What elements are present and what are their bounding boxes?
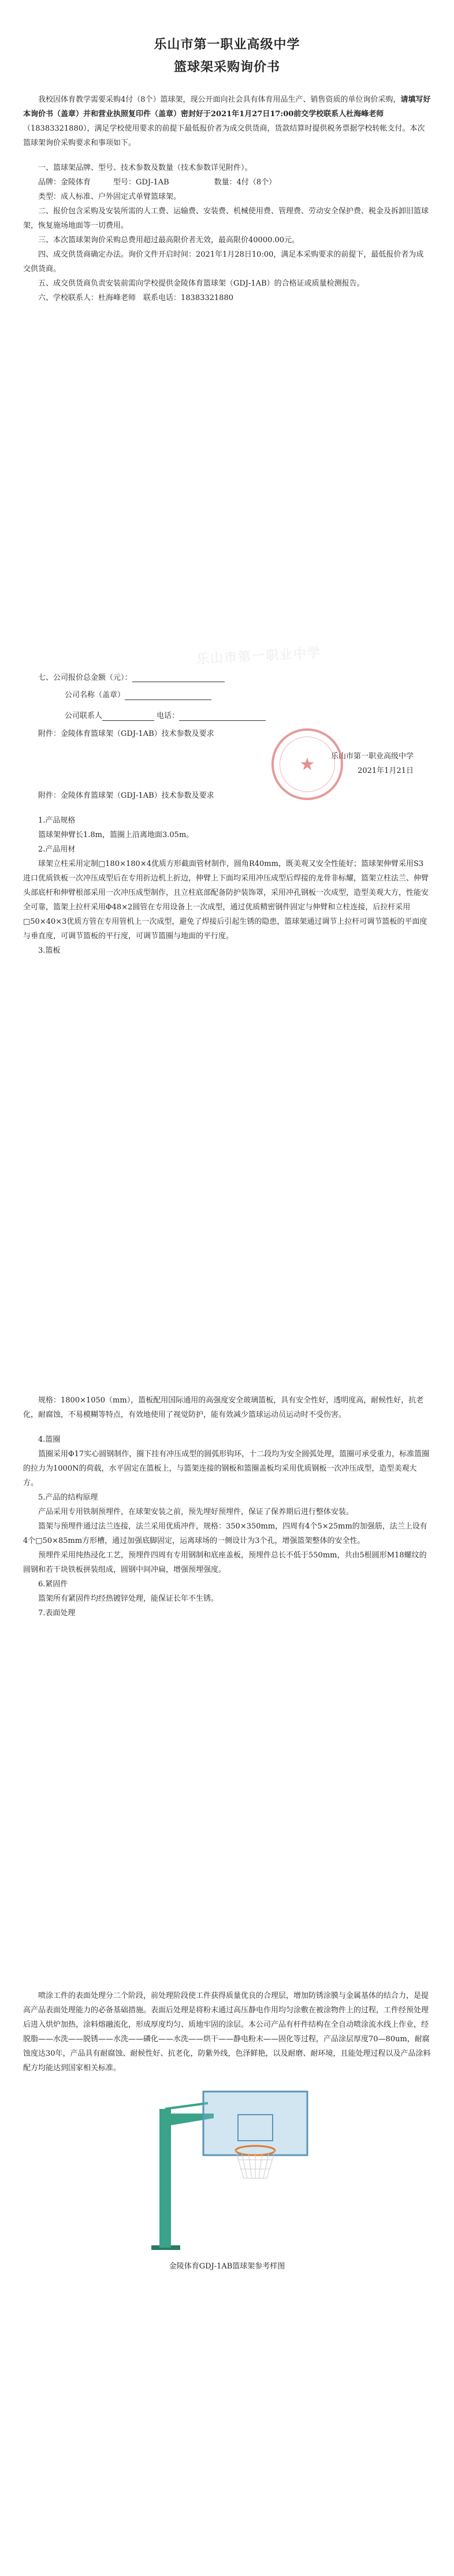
s3-text: 规格：1800×1050（mm），篮板配用国际通用的高强度安全玻璃篮板，具有安全性好，透明度高，耐候性好，抗老化，耐腐蚀，不易模糊等特点，有效地使用了视觉防护，能有效减少篮球运动员运动时不受伤害。 [23, 1396, 424, 1419]
basketball-hoop-illustration [23, 2086, 431, 2259]
attachment-line: 附件：金陵体育篮球架（GDJ-1AB）技术参数及要求 [38, 730, 214, 738]
company-contact-row: 公司联系人 电话： [23, 706, 431, 727]
issuer: 乐山市第一职业高级中学 [330, 752, 414, 761]
item-1-label: 一、篮球架品牌、型号、技术参数及数量（技术参数详见附件）。 [38, 164, 252, 172]
s6-text: 篮架所有紧固件均经热镀锌处理，能保证长年不生锈。 [38, 1594, 219, 1603]
item-1-detail: 品牌：金陵体育 型号：GDJ-1AB 数量：4付（8个） [38, 178, 277, 187]
item-5: 五、成交供货商负责安装前需向学校提供金陵体育篮球架（GDJ-1AB）的合格证或质量检测报告。 [38, 279, 364, 288]
doc-title-line2: 篮球架采购询价书 [173, 60, 280, 75]
watermark: 乐山市第一职业中学 [196, 645, 322, 667]
school-seal: ★ [271, 728, 343, 800]
page-1 [23, 17, 431, 642]
figure-caption: 金陵体育GDJ-1AB篮球架参考样图 [169, 2262, 285, 2271]
s6-title: 6.紧固件 [38, 1580, 68, 1589]
issue-date: 2021年1月21日 [358, 767, 414, 775]
company-name-field[interactable] [125, 690, 211, 700]
s3-title: 3.篮板 [38, 946, 61, 955]
item-1-type: 类型：成人标准、户外固定式单臂篮球架。 [38, 193, 181, 201]
hoop-pole [159, 2109, 171, 2248]
s1-text: 篮球架伸臂长1.8m，篮圈上沿离地面3.05m。 [38, 831, 194, 839]
s7-text: 喷涂工件的表面处理分二个阶段，前处理阶段使工件获得质量优良的合理层，增加防锈涂膜与金属基体的结合力，是提高产品表面处理能力的必备基础措施。表面后处理是将粉末通过高压静电作用均匀涂敷在被涂物件上的过程，工件经预处理后进入烘炉加热，涂料熔融流化，形成厚度均匀、质地牢固的涂层。本公司产品有杆件结构在全自动喷涂流水线上作业，经脱脂——水洗——脱锈——水洗——磷化——水洗——烘干——静电粉末——固化等过程，产品涂层厚度70—80um，耐腐蚀度达30年，产品具有耐腐蚀、耐候性好、抗老化，防紫外线，色泽鲜艳，以及耐磨、耐环境，且能处理过程以及产品涂料配方均能达到国家相关标准。 [23, 1992, 431, 2072]
s2-text: 球架立柱采用定制□180×180×4优质方形截面管材制作，圆角R40mm，既美观又安全性能好；篮球架伸臂采用S3进口优质铁板一次冲压成型后在专用折边机上折边，伸臂上下面均采用冲压成型后焊接的龙骨非标耀，篮架立柱法兰、伸臂头部底杆和伸臂根部采用一次冲压成型制作，且立柱底部配备防护装饰罩，采用冲孔钢板一次成型，造型美观大方，性能安全可靠，篮架上拉杆采用Φ48×2圆管在专用设备上一次成型，通过优质精密钢件固定与伸臂和立柱连接，后拉杆采用□50×40×3优质方管在专用管机上一次成型，避免了焊接后引起生锈的隐患，篮球架通过调节上拉杆可调节篮板的平面度与垂直度，可调节篮板的平行度，可调节篮圈与地面的平行度。 [23, 860, 429, 941]
s5-text-3: 预埋件采用纯热浸化工艺，预埋件四周有专用钢制和底座盖板，预埋件总长不低于550mm，共由5根圆形M18螺纹的圆钢和若干块铁板拼装组成，圆钢中间冲扁，增强预埋强度。 [23, 1551, 427, 1574]
s2-title: 2.产品用材 [38, 845, 76, 854]
s5-title: 5.产品的结构原理 [38, 1493, 98, 1502]
basketball-hoop-icon [23, 2086, 431, 2259]
item-3: 三、本次篮球架询价采购总费用超过最高限价者无效，最高限价40000.00元。 [38, 236, 300, 245]
page-4 [23, 1966, 431, 2561]
company-name-row: 公司名称（盖章） [23, 685, 431, 706]
company-contact-field[interactable] [102, 711, 154, 721]
s4-text: 篮圈采用Φ17实心圆钢制作，圈下挂有冲压成型的圆弧形钩环，十二段均为安全圆弧处理，篮圈可承受重力，标准篮圈的拉力为1000N的荷载，水平固定在篮板上，与篮架连接的钢板和篮圈盖板均采用优质钢板一次冲压成型，造型美观大方。 [23, 1450, 430, 1487]
item-7-price-label: 七、公司报价总金额（元）： [23, 671, 431, 685]
s5-text-2: 篮架与预埋件通过法兰连接，法兰采用优质冲件，规格：350×350mm，四周有4个5×25mm的加强筋，法兰上设有4个□50×85mm方形槽，通过加强底脚固定，运离球场的一侧设计为3个孔，增强篮架整体的安全性。 [23, 1522, 427, 1545]
phone-field[interactable] [179, 711, 266, 721]
hoop-brace [165, 2103, 208, 2109]
s1-title: 1.产品规格 [38, 816, 76, 825]
item-6: 六、学校联系人：杜海峰老师 联系电话：18383321880 [38, 294, 233, 302]
item-4: 四、成交供货商确定办法。询价文件开启时间：2021年1月28日10:00，满足本采购要求的前提下，最低报价者为成交供货商。 [23, 250, 424, 273]
intro-paragraph: 我校因体育教学需要采购4付（8个）篮球架，现公开面向社会具有体育用品生产、销售资质的单位询价采购，请填写好本询价书（盖章）并和营业执照复印件（盖章）密封好于2021年1月27日17:00前交学校联系人杜海峰老师（18383321880），满足学校使用要求的前提下最低报价者为成交供货商，货款结算时提供税务票据学校转帐支付。本次篮球架询价采购要求和事项如下。 [23, 95, 431, 147]
attachment-title: 附件：金陵体育篮球架（GDJ-1AB）技术参数及要求 [38, 791, 214, 800]
s7-title: 7.表面处理 [38, 1609, 76, 1618]
page-3 [23, 1370, 431, 1960]
doc-title-line1: 乐山市第一职业高级中学 [154, 37, 300, 52]
page-2 [23, 645, 431, 1364]
item-2: 二、报价包含采购及安装所需的人工费、运输费、安装费、机械使用费、管理费、劳动安全保护费、税金及拆卸旧篮球架，恢复施场地面等一切费用。 [23, 207, 429, 230]
s5-text: 产品采用专用铁制预埋件，在球架安装之前，预先埋好预埋件，保证了保养期后进行整体安装。 [38, 1508, 354, 1516]
s4-title: 4.篮圈 [38, 1435, 61, 1444]
